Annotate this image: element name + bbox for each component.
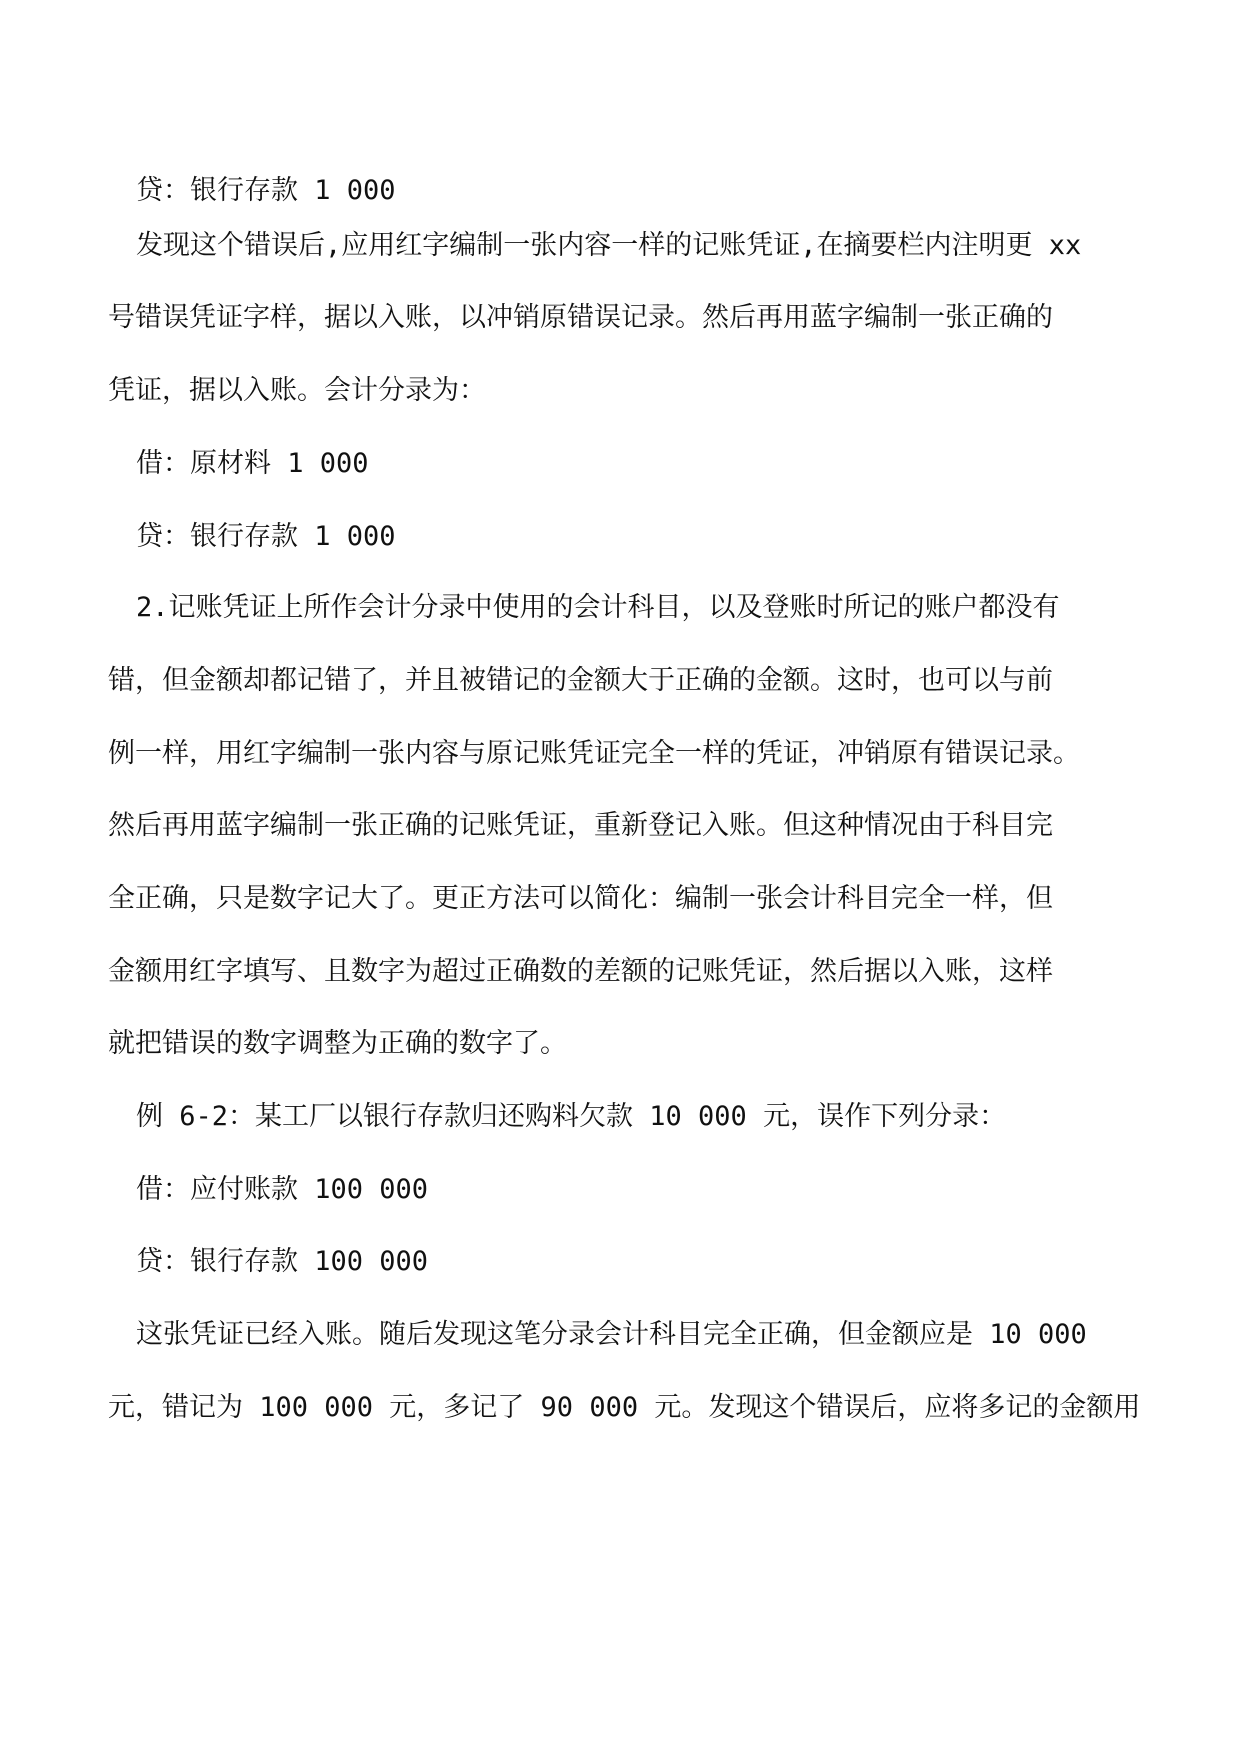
text-line: 元，错记为 100 000 元，多记了 90 000 元。发现这个错误后，应将多记的金额用 <box>108 1392 1141 1423</box>
text-line: 错，但金额却都记错了，并且被错记的金额大于正确的金额。这时，也可以与前 <box>108 665 1053 696</box>
text-line: 发现这个错误后,应用红字编制一张内容一样的记账凭证,在摘要栏内注明更 xx <box>136 230 1082 261</box>
text-line: 例一样，用红字编制一张内容与原记账凭证完全一样的凭证，冲销原有错误记录。 <box>108 738 1080 769</box>
text-line: 金额用红字填写、且数字为超过正确数的差额的记账凭证，然后据以入账，这样 <box>108 956 1053 987</box>
text-line: 借：应付账款 100 000 <box>136 1174 429 1205</box>
text-line: 就把错误的数字调整为正确的数字了。 <box>108 1028 567 1059</box>
text-line: 2.记账凭证上所作会计分录中使用的会计科目，以及登账时所记的账户都没有 <box>136 592 1060 623</box>
text-line: 贷：银行存款 1 000 <box>136 521 396 552</box>
text-line: 借：原材料 1 000 <box>136 448 369 479</box>
text-line: 然后再用蓝字编制一张正确的记账凭证，重新登记入账。但这种情况由于科目完 <box>108 810 1053 841</box>
text-line: 这张凭证已经入账。随后发现这笔分录会计科目完全正确，但金额应是 10 000 <box>136 1319 1087 1350</box>
text-line: 贷：银行存款 1 000 <box>136 175 396 206</box>
text-line: 凭证，据以入账。会计分录为： <box>108 375 486 406</box>
text-line: 例 6-2：某工厂以银行存款归还购料欠款 10 000 元，误作下列分录： <box>136 1101 1007 1132</box>
text-line: 贷：银行存款 100 000 <box>136 1246 429 1277</box>
text-line: 号错误凭证字样，据以入账，以冲销原错误记录。然后再用蓝字编制一张正确的 <box>108 302 1053 333</box>
text-line: 全正确，只是数字记大了。更正方法可以简化：编制一张会计科目完全一样，但 <box>108 883 1053 914</box>
